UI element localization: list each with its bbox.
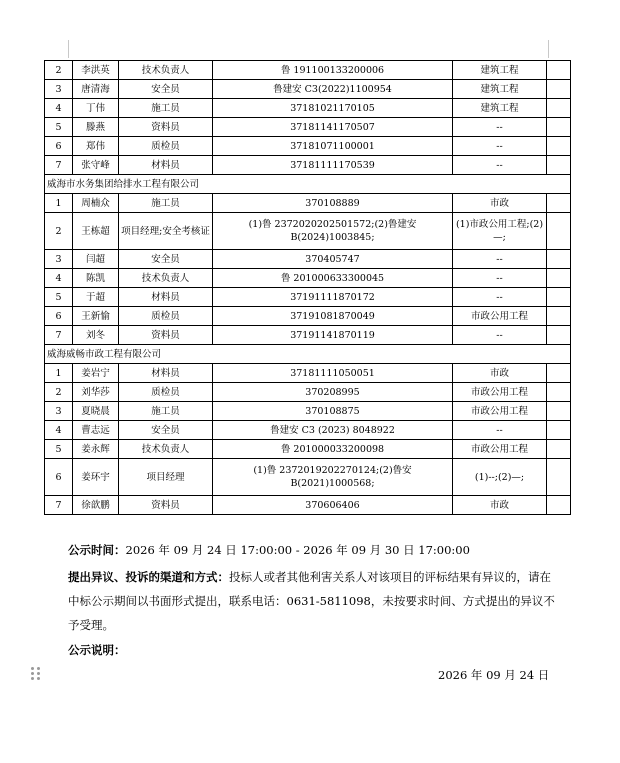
row-number: 6 — [45, 307, 73, 326]
specialty: 市政公用工程 — [453, 307, 547, 326]
row-number: 4 — [45, 421, 73, 440]
certificate-number: 37181141170507 — [213, 118, 453, 137]
notice-objection-text: 投标人或者其他利害关系人对该项目的评标结果有异议的，请在中标公示期间以书面形式提出，联系电话：0631-5811098，未按要求时间、方式提出的异议不予受理。 — [68, 570, 555, 632]
role: 材料员 — [119, 288, 213, 307]
role: 项目经理 — [119, 459, 213, 496]
table-row — [45, 250, 571, 269]
row-number: 7 — [45, 496, 73, 515]
row-number: 1 — [45, 364, 73, 383]
certificate-number: 鲁 201000033200098 — [213, 440, 453, 459]
row-number: 3 — [45, 402, 73, 421]
table-row — [45, 496, 571, 515]
empty-cell — [547, 326, 571, 345]
certificate-number: 370108889 — [213, 194, 453, 213]
table-row — [45, 459, 571, 496]
margin-crop-mark-left — [68, 40, 69, 58]
row-number: 7 — [45, 326, 73, 345]
empty-cell — [547, 118, 571, 137]
role: 安全员 — [119, 80, 213, 99]
specialty: 市政公用工程 — [453, 383, 547, 402]
empty-cell — [547, 137, 571, 156]
specialty: (1)市政公用工程;(2)—; — [453, 213, 547, 250]
empty-cell — [547, 496, 571, 515]
row-number: 1 — [45, 194, 73, 213]
person-name: 曹志远 — [73, 421, 119, 440]
row-number: 6 — [45, 459, 73, 496]
empty-cell — [547, 269, 571, 288]
empty-cell — [547, 61, 571, 80]
person-name: 王新愉 — [73, 307, 119, 326]
table-row — [45, 137, 571, 156]
role: 资料员 — [119, 118, 213, 137]
empty-cell — [547, 213, 571, 250]
table-row — [45, 80, 571, 99]
specialty: (1)--;(2)—; — [453, 459, 547, 496]
notice-date: 2026 年 09 月 24 日 — [438, 668, 550, 682]
notice-note-label: 公示说明： — [68, 643, 126, 657]
table-row — [45, 156, 571, 175]
person-name: 姜环宇 — [73, 459, 119, 496]
certificate-number: 鲁 191100133200006 — [213, 61, 453, 80]
specialty: -- — [453, 269, 547, 288]
table-row — [45, 288, 571, 307]
person-name: 徐歆鹏 — [73, 496, 119, 515]
empty-cell — [547, 288, 571, 307]
role: 施工员 — [119, 99, 213, 118]
person-name: 姜岩宁 — [73, 364, 119, 383]
row-number: 5 — [45, 118, 73, 137]
person-name: 丁伟 — [73, 99, 119, 118]
role: 技术负责人 — [119, 61, 213, 80]
empty-cell — [547, 421, 571, 440]
notice-time — [68, 538, 548, 562]
person-name: 滕燕 — [73, 118, 119, 137]
row-number: 5 — [45, 288, 73, 307]
person-name: 闫超 — [73, 250, 119, 269]
notice-objection-label: 提出异议、投诉的渠道和方式： — [68, 570, 229, 584]
company-row — [45, 175, 571, 194]
certificate-number: 鲁建安 C3 (2023) 8048922 — [213, 421, 453, 440]
person-name: 郑伟 — [73, 137, 119, 156]
person-name: 唐清海 — [73, 80, 119, 99]
specialty: 市政公用工程 — [453, 402, 547, 421]
person-name: 周楠众 — [73, 194, 119, 213]
specialty: 市政公用工程 — [453, 440, 547, 459]
empty-cell — [547, 99, 571, 118]
empty-cell — [547, 156, 571, 175]
person-name: 王栋超 — [73, 213, 119, 250]
certificate-number: 鲁建安 C3(2022)1100954 — [213, 80, 453, 99]
certificate-number: 37191141870119 — [213, 326, 453, 345]
certificate-number: 37181021170105 — [213, 99, 453, 118]
table-row — [45, 194, 571, 213]
certificate-number: 370208995 — [213, 383, 453, 402]
empty-cell — [547, 364, 571, 383]
table-row — [45, 402, 571, 421]
table-row — [45, 383, 571, 402]
specialty: -- — [453, 288, 547, 307]
specialty: -- — [453, 250, 547, 269]
person-name: 李洪英 — [73, 61, 119, 80]
empty-cell — [547, 250, 571, 269]
table-row — [45, 421, 571, 440]
specialty: -- — [453, 421, 547, 440]
role: 材料员 — [119, 364, 213, 383]
table-row — [45, 326, 571, 345]
row-number: 7 — [45, 156, 73, 175]
company-name: 威海市水务集团给排水工程有限公司 — [45, 175, 571, 194]
specialty: -- — [453, 137, 547, 156]
row-number: 5 — [45, 440, 73, 459]
role: 安全员 — [119, 250, 213, 269]
row-number: 6 — [45, 137, 73, 156]
notice-objection — [68, 565, 556, 637]
table-row — [45, 213, 571, 250]
company-name: 威海威畅市政工程有限公司 — [45, 345, 571, 364]
notice-time-value: 2026 年 09 月 24 日 17:00:00 - 2026 年 09 月 30 日 17:00:00 — [125, 543, 470, 557]
certificate-number: (1)鲁 2372020202501572;(2)鲁建安 B(2024)1003845; — [213, 213, 453, 250]
person-name: 刘华莎 — [73, 383, 119, 402]
row-number: 4 — [45, 99, 73, 118]
specialty: 建筑工程 — [453, 80, 547, 99]
certificate-number: 37181071100001 — [213, 137, 453, 156]
role: 材料员 — [119, 156, 213, 175]
table-row — [45, 99, 571, 118]
specialty: -- — [453, 156, 547, 175]
role: 项目经理;安全考核证 — [119, 213, 213, 250]
row-number: 2 — [45, 383, 73, 402]
certificate-number: 37181111170539 — [213, 156, 453, 175]
empty-cell — [547, 307, 571, 326]
row-number: 3 — [45, 250, 73, 269]
certificate-number: 370405747 — [213, 250, 453, 269]
specialty: -- — [453, 118, 547, 137]
empty-cell — [547, 402, 571, 421]
person-name: 于超 — [73, 288, 119, 307]
certificate-number: 370606406 — [213, 496, 453, 515]
certificate-number: 370108875 — [213, 402, 453, 421]
empty-cell — [547, 440, 571, 459]
certificate-number: 37191081870049 — [213, 307, 453, 326]
specialty: 市政 — [453, 364, 547, 383]
specialty: 建筑工程 — [453, 61, 547, 80]
person-name: 夏晓晨 — [73, 402, 119, 421]
role: 施工员 — [119, 194, 213, 213]
role: 质检员 — [119, 307, 213, 326]
empty-cell — [547, 459, 571, 496]
role: 资料员 — [119, 496, 213, 515]
row-number: 3 — [45, 80, 73, 99]
role: 质检员 — [119, 137, 213, 156]
table-row — [45, 307, 571, 326]
table-row — [45, 364, 571, 383]
notice-time-label: 公示时间： — [68, 543, 126, 557]
certificate-number: 37181111050051 — [213, 364, 453, 383]
row-number: 4 — [45, 269, 73, 288]
person-name: 张守峰 — [73, 156, 119, 175]
row-number: 2 — [45, 61, 73, 80]
role: 资料员 — [119, 326, 213, 345]
table-row — [45, 269, 571, 288]
role: 施工员 — [119, 402, 213, 421]
role: 安全员 — [119, 421, 213, 440]
certificate-number: (1)鲁 2372019202270124;(2)鲁安 B(2021)1000568; — [213, 459, 453, 496]
company-row — [45, 345, 571, 364]
specialty: 市政 — [453, 194, 547, 213]
empty-cell — [547, 80, 571, 99]
row-number: 2 — [45, 213, 73, 250]
specialty: -- — [453, 326, 547, 345]
margin-crop-mark-right — [548, 40, 549, 58]
drag-handle-icon[interactable] — [30, 667, 42, 681]
table-row — [45, 61, 571, 80]
specialty: 建筑工程 — [453, 99, 547, 118]
specialty: 市政 — [453, 496, 547, 515]
table-row — [45, 118, 571, 137]
role: 质检员 — [119, 383, 213, 402]
person-name: 刘冬 — [73, 326, 119, 345]
certificate-number: 鲁 201000633300045 — [213, 269, 453, 288]
person-name: 姜永辉 — [73, 440, 119, 459]
person-name: 陈凯 — [73, 269, 119, 288]
role: 技术负责人 — [119, 269, 213, 288]
table-row — [45, 440, 571, 459]
empty-cell — [547, 194, 571, 213]
empty-cell — [547, 383, 571, 402]
certificate-number: 37191111870172 — [213, 288, 453, 307]
personnel-table — [44, 60, 571, 515]
role: 技术负责人 — [119, 440, 213, 459]
